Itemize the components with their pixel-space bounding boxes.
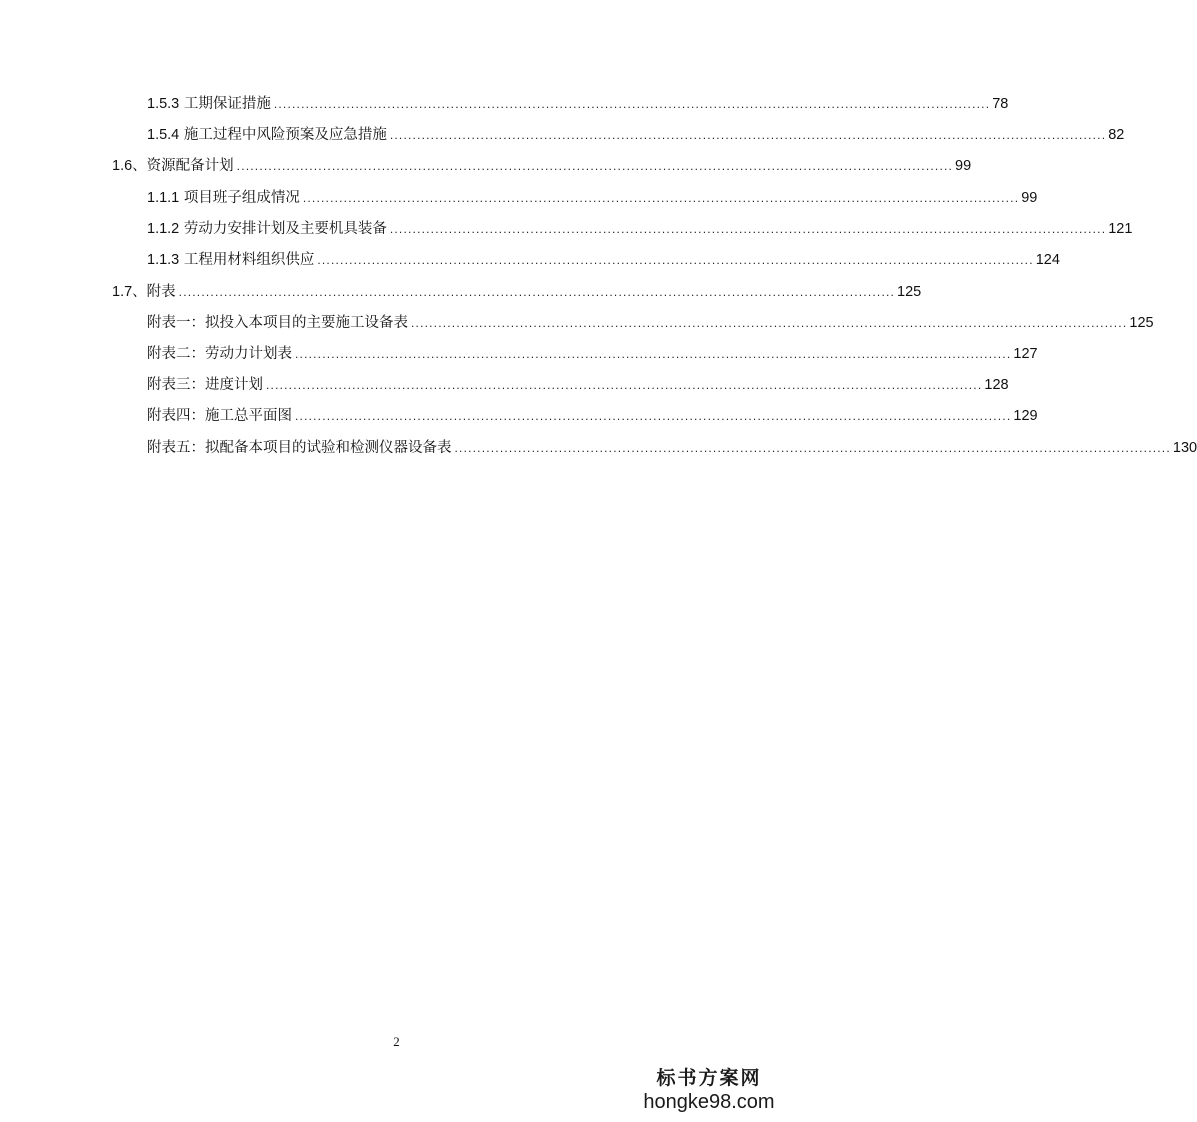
toc-entry-number: 1.1.3: [147, 252, 180, 268]
toc-entry-page: 121: [1108, 221, 1133, 237]
toc-entry-page: 99: [955, 158, 972, 174]
toc-entry[interactable]: [147, 344, 1038, 364]
toc-entry-title: [147, 219, 387, 239]
toc-entry-number: 1.6: [112, 158, 133, 174]
toc-dot-leader: ..............................................................................................................................................................: [295, 409, 1012, 423]
toc-entry-page: 127: [1013, 346, 1038, 362]
toc-dot-leader: ..............................................................................................................................................................: [295, 347, 1012, 361]
toc-entry-page: 125: [897, 284, 922, 300]
toc-entry-title: [112, 156, 234, 176]
toc-dot-leader: ..............................................................................................................................................................: [411, 316, 1128, 330]
toc-entry[interactable]: [147, 188, 1038, 208]
toc-dot-leader: ..............................................................................................................................................................: [273, 97, 991, 111]
toc-entry-title: [147, 125, 387, 145]
toc-entry-page: 125: [1129, 315, 1154, 331]
watermark-site-name: 标书方案网: [656, 1067, 762, 1089]
toc-entry[interactable]: [147, 219, 1133, 239]
toc-entry-title: 附表一：拟投入本项目的主要施工设备表: [147, 315, 408, 331]
toc-entry[interactable]: [147, 250, 1060, 270]
toc-entry[interactable]: [112, 282, 922, 302]
toc-entry-title: 附表二：劳动力计划表: [147, 346, 292, 362]
toc-entry-title: 附表三：进度计划: [147, 377, 263, 393]
toc-dot-leader: ..............................................................................................................................................................: [454, 441, 1171, 455]
toc-entry-title: [147, 188, 300, 208]
watermark-url: hongke98.com: [643, 1091, 775, 1113]
toc-entry[interactable]: [147, 125, 1125, 145]
toc-entry-page: 128: [984, 377, 1009, 393]
toc-entry-number: 1.5.4: [147, 127, 180, 143]
toc-entry[interactable]: [147, 438, 1197, 458]
toc-entry-title: [147, 94, 271, 114]
toc-dot-leader: ..............................................................................................................................................................: [317, 253, 1034, 267]
toc-entry[interactable]: [112, 156, 972, 176]
page-number: 2: [393, 1034, 400, 1049]
toc-entry-text: 工程用材料组织供应: [183, 252, 315, 268]
toc-dot-leader: ..............................................................................................................................................................: [178, 285, 896, 299]
toc-entry-text: 、附表: [132, 284, 176, 300]
toc-entry-page: 78: [992, 96, 1009, 112]
toc-entry-number: 1.7: [112, 284, 133, 300]
toc-entry-title: [147, 250, 314, 270]
toc-entry-page: 130: [1172, 440, 1197, 456]
toc-entry-page: 129: [1013, 408, 1038, 424]
toc-entry-text: 劳动力安排计划及主要机具装备: [183, 221, 387, 237]
toc-dot-leader: ..............................................................................................................................................................: [389, 222, 1107, 236]
toc-entry-page: 124: [1035, 252, 1060, 268]
toc-dot-leader: ..............................................................................................................................................................: [302, 191, 1020, 205]
watermark-logo: [639, 1066, 779, 1114]
toc-entry[interactable]: [147, 313, 1154, 333]
toc-dot-leader: ..............................................................................................................................................................: [389, 128, 1107, 142]
toc-entry-page: 99: [1021, 190, 1038, 206]
toc-dot-leader: ..............................................................................................................................................................: [236, 159, 954, 173]
toc-entry-title: [112, 282, 176, 302]
toc-entry-text: 工期保证措施: [183, 96, 271, 112]
toc-entry[interactable]: [147, 94, 1009, 114]
toc-entry-title: 附表四：施工总平面图: [147, 408, 292, 424]
toc-entry-text: 、资源配备计划: [132, 158, 234, 174]
toc-entry-text: 项目班子组成情况: [183, 190, 300, 206]
toc-entry[interactable]: [147, 406, 1038, 426]
toc-dot-leader: ..............................................................................................................................................................: [266, 378, 983, 392]
toc-entry-title: 附表五：拟配备本项目的试验和检测仪器设备表: [147, 440, 452, 456]
toc-entry-page: 82: [1108, 127, 1125, 143]
toc-entry-number: 1.1.1: [147, 190, 180, 206]
toc-entry-text: 施工过程中风险预案及应急措施: [183, 127, 387, 143]
toc-entry-number: 1.1.2: [147, 221, 180, 237]
toc-entry[interactable]: [147, 375, 1009, 395]
toc-entry-number: 1.5.3: [147, 96, 180, 112]
